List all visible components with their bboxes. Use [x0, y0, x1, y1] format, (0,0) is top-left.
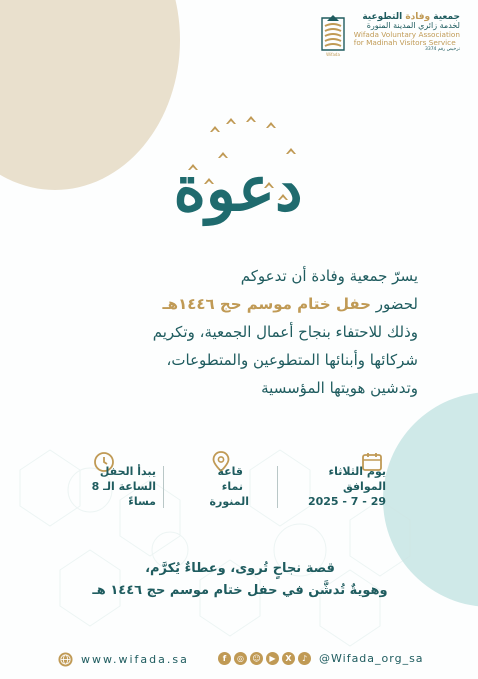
body-line-1: يسرّ جمعية وفادة أن تدعوكم: [240, 267, 418, 285]
venue-name: نماء: [221, 480, 243, 493]
x-icon[interactable]: X: [282, 652, 295, 665]
logo-subtitle-arabic: لخدمة زائري المدينة المنورة: [366, 21, 460, 31]
svg-text:Wifada: Wifada: [325, 52, 340, 57]
time-value: الساعة الـ 8: [91, 480, 156, 493]
logo-subtitle-english: for Madinah Visitors Service: [353, 38, 456, 48]
closing-line-1: قصة نجاحٍ تُروى، وعطاءٌ يُكرَّم،: [145, 561, 335, 576]
logo-license-text: ترخيص رقم 3374: [424, 47, 460, 53]
time-starts-label: يبدأ الحفل: [99, 465, 156, 478]
event-date-label: الموافق: [342, 480, 386, 493]
venue-hall: قاعة: [217, 465, 243, 478]
closing-statement: [60, 558, 420, 602]
event-date-value: 29 - 7 - 2025: [307, 495, 386, 508]
event-day: يوم الثلاثاء: [328, 465, 386, 478]
venue-city: المنورة: [209, 495, 249, 508]
social-handle[interactable]: @Wifada_org_sa: [319, 652, 424, 665]
wifada-emblem-icon: [318, 12, 348, 58]
logo-text: [354, 12, 460, 52]
invitation-title: دعوة: [173, 152, 303, 225]
footer: [0, 648, 478, 672]
facebook-icon[interactable]: f: [218, 652, 231, 665]
closing-line-2: وهويةٌ تُدشَّن في حفل ختام موسم حج ١٤٤٦ هـ: [92, 583, 388, 598]
time-period: مساءً: [128, 495, 156, 508]
website-url: www.wifada.sa: [81, 653, 189, 666]
divider: [277, 466, 278, 508]
logo-name-arabic: جمعية وفادة التطوعية: [362, 12, 460, 22]
body-line-4: شركائها وأبنائها المتطوعين والمتطوعات،: [166, 351, 418, 369]
event-name-highlight: حفل ختام موسم حج ١٤٤٦هـ: [162, 295, 371, 313]
youtube-icon[interactable]: ▶: [266, 652, 279, 665]
logo-name-english: Wifada Voluntary Association: [353, 30, 460, 40]
tiktok-icon[interactable]: ♪: [298, 652, 311, 665]
website-link[interactable]: [58, 652, 189, 667]
globe-icon: [58, 652, 73, 667]
invitation-calligraphy: [148, 110, 328, 235]
social-links: [218, 652, 424, 665]
association-logo: [318, 12, 460, 58]
snapchat-icon[interactable]: ☺: [250, 652, 263, 665]
divider: [163, 466, 164, 508]
instagram-icon[interactable]: ◎: [234, 652, 247, 665]
event-details: [56, 450, 386, 512]
body-line-5: وتدشين هويتها المؤسسية: [261, 379, 418, 397]
body-line-2: لحضور حفل ختام موسم حج ١٤٤٦هـ: [162, 295, 418, 313]
body-line-3: وذلك للاحتفاء بنجاح أعمال الجمعية، وتكريم: [152, 323, 418, 341]
invitation-body: [58, 262, 418, 402]
